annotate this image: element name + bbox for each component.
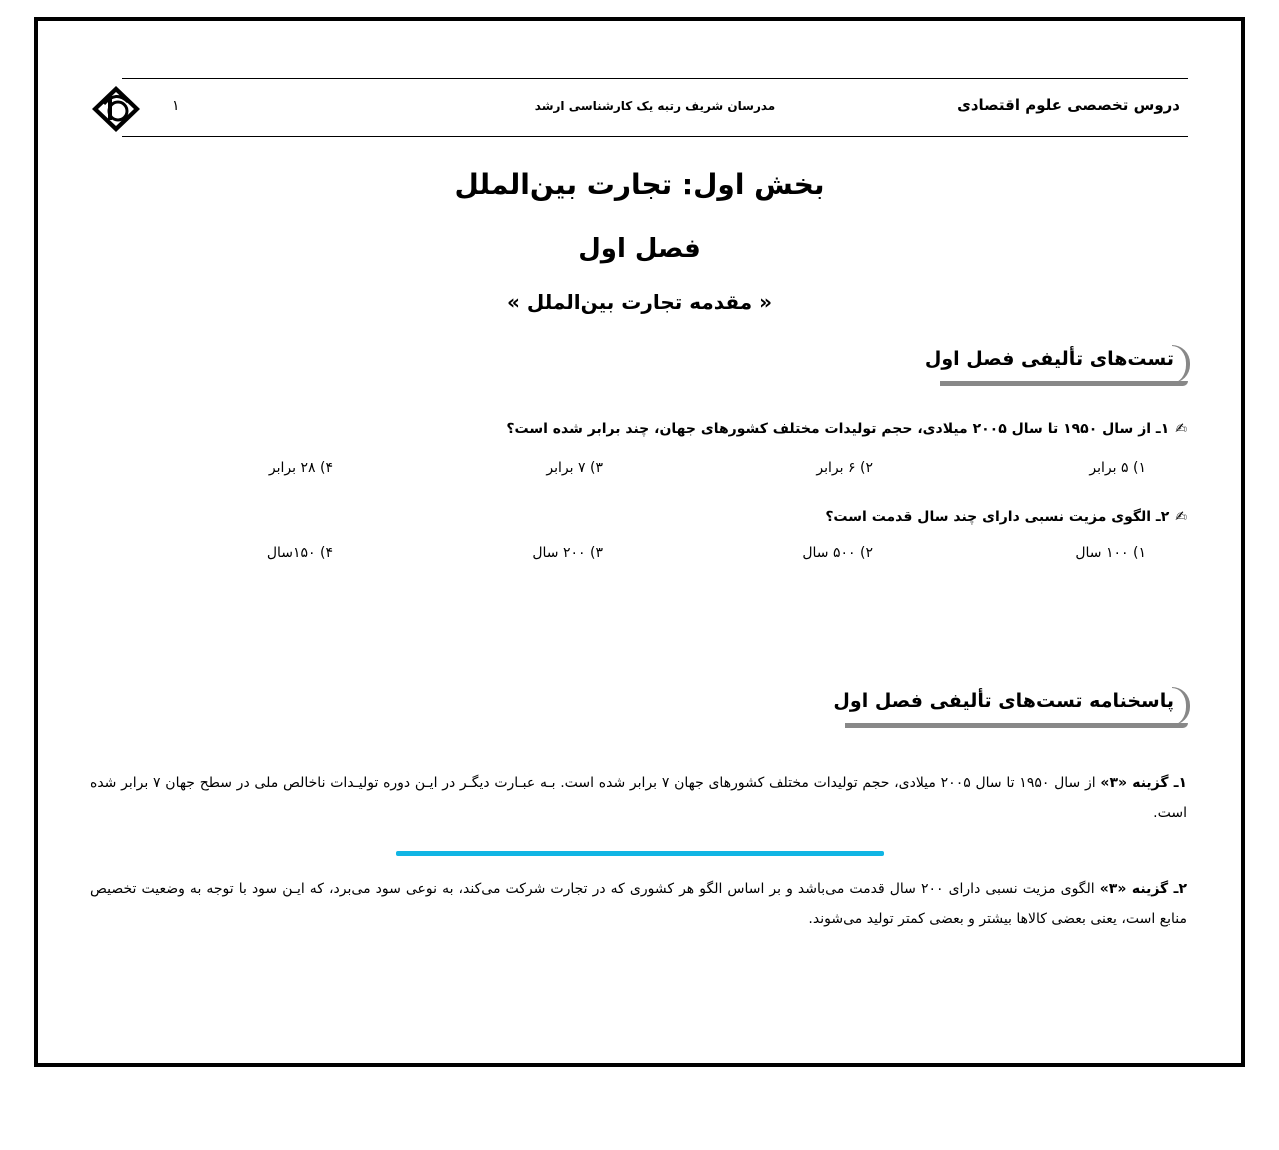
chapter-title: فصل اول — [578, 234, 701, 264]
question-1-text: ۱ـ از سال ۱۹۵۰ تا سال ۲۰۰۵ میلادی، حجم تولیدات مختلف کشورهای جهان، چند برابر شده است؟ — [506, 421, 1170, 437]
publisher-logo-icon — [90, 84, 142, 134]
question-2-text: ۲ـ الگوی مزیت نسبی دارای چند سال قدمت است؟ — [825, 509, 1170, 525]
tests-section-heading — [924, 345, 1190, 385]
pen-icon: ✍ — [1175, 509, 1187, 525]
answer-1-lead: ۱ـ گزینه «۳» — [1100, 775, 1188, 791]
header-teachers: مدرسان شریف رتبه یک کارشناسی ارشد — [534, 99, 776, 113]
question-1-option-4: ۴) ۲۸ برابر — [268, 460, 333, 476]
page-number: ۱ — [172, 98, 180, 114]
header-course: دروس تخصصی علوم اقتصادی — [957, 96, 1180, 114]
question-1-option-3: ۳) ۷ برابر — [546, 460, 603, 476]
answers-section-heading — [833, 687, 1190, 727]
answer-1-text: از سال ۱۹۵۰ تا سال ۲۰۰۵ میلادی، حجم تولیدات مختلف کشورهای جهان ۷ برابر شده است. بـه عبـارت دیگـر در ایـن دوره تولیـدات ناخالص ملی در سطح جهان ۷ برابر شده است. — [90, 775, 1187, 821]
question-2-option-2: ۲) ۵۰۰ سال — [802, 545, 873, 561]
chapter-subtitle: « مقدمه تجارت بین‌الملل » — [506, 290, 773, 314]
answer-1 — [90, 768, 1187, 828]
pen-icon: ✍ — [1175, 421, 1187, 437]
page-header — [90, 78, 1188, 138]
answers-section-label: پاسخنامه تست‌های تألیفی فصل اول — [833, 690, 1174, 712]
answer-2-lead: ۲ـ گزینه «۳» — [1099, 881, 1187, 897]
header-bottom-rule — [122, 136, 1188, 137]
divider-line — [396, 851, 884, 856]
answer-2-text: الگوی مزیت نسبی دارای ۲۰۰ سال قدمت می‌باشد و بر اساس الگو هر کشوری که در تجارت شرکت می‌کند، به نوعی سود می‌برد، که ایـن سود با توجه به وضعیت تخصیص منابع است، یعنی بعضی کالاها بیشتر و بعضی کمتر تولید می‌شوند. — [90, 881, 1187, 927]
header-top-rule — [122, 78, 1188, 79]
part-title: بخش اول: تجارت بین‌الملل — [454, 168, 825, 201]
question-2-option-1: ۱) ۱۰۰ سال — [1075, 545, 1146, 561]
question-2 — [825, 509, 1187, 525]
question-1-option-2: ۲) ۶ برابر — [816, 460, 873, 476]
question-1-option-1: ۱) ۵ برابر — [1089, 460, 1146, 476]
answer-2 — [90, 874, 1187, 934]
question-1 — [506, 421, 1187, 437]
tests-section-label: تست‌های تألیفی فصل اول — [924, 348, 1174, 370]
question-2-option-4: ۴) ۱۵۰سال — [266, 545, 333, 561]
question-2-option-3: ۳) ۲۰۰ سال — [532, 545, 603, 561]
